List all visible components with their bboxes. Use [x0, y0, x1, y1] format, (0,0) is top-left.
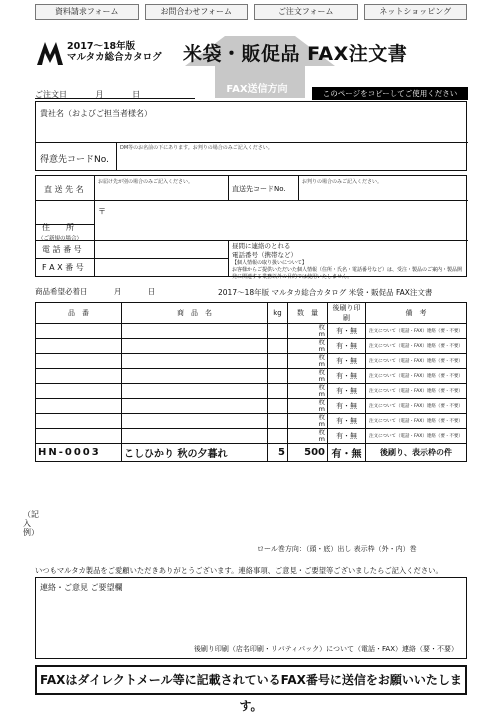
divider: [298, 176, 299, 200]
table-row[interactable]: [36, 429, 467, 444]
cell-qty[interactable]: 枚 m: [288, 369, 328, 384]
fax-direction-label: FAX送信方向: [226, 84, 288, 95]
table-row[interactable]: [36, 384, 467, 399]
divider: [116, 142, 117, 171]
cell-kg[interactable]: [268, 369, 288, 384]
cell-note[interactable]: 注文について（電話・FAX）連絡（要・不要）: [366, 354, 467, 369]
cell-print[interactable]: 有・無: [328, 429, 366, 444]
page-title: 米袋・販促品 FAX注文書: [183, 43, 408, 65]
table-header-row: [36, 303, 467, 324]
cell-qty[interactable]: 枚 m: [288, 354, 328, 369]
cell-product[interactable]: [122, 354, 268, 369]
catalog-name: マルタカ総合カタログ: [67, 52, 162, 63]
privacy-notice: [232, 260, 464, 281]
copy-notice-badge: このページをコピーしてご使用ください: [312, 87, 468, 100]
cell-qty[interactable]: 枚 m: [288, 339, 328, 354]
table-row[interactable]: [36, 399, 467, 414]
cell-print[interactable]: 有・無: [328, 339, 366, 354]
cell-code[interactable]: [36, 429, 122, 444]
table-row[interactable]: [36, 354, 467, 369]
divider: [228, 240, 229, 277]
cell-code[interactable]: [36, 414, 122, 429]
col-note: 備 考: [366, 303, 467, 324]
privacy-text: お客様からご提供いただいた個人情報（住所・氏名・電話番号など）は、受注・製品のご案内・製品開発に関連する業務以外の目的では使用いたしません。: [232, 267, 463, 280]
dest-name-hint: お届け先が別の場合のみご記入ください。: [98, 179, 194, 185]
phone-label: 電 話 番 号: [42, 245, 82, 254]
cell-print[interactable]: 有・無: [328, 324, 366, 339]
cell-print[interactable]: 有・無: [328, 354, 366, 369]
table-row[interactable]: [36, 339, 467, 354]
cell-kg[interactable]: [268, 354, 288, 369]
dest-code-hint: お判りの場合のみご記入ください。: [302, 179, 383, 185]
divider: [36, 142, 468, 143]
cell-product[interactable]: [122, 399, 268, 414]
cell-kg[interactable]: [268, 339, 288, 354]
table-row[interactable]: [36, 324, 467, 339]
shipping-box[interactable]: [35, 175, 467, 280]
roll-direction-note: ロール巻方向：（頭・底）出し 表示枠（外・内）巻: [257, 545, 417, 553]
example-product: こしひかり 秋の夕暮れ: [122, 444, 268, 462]
order-date-label: ご注文日: [35, 90, 67, 99]
col-code: 品 番: [36, 303, 122, 324]
company-box[interactable]: [35, 101, 467, 171]
cell-product[interactable]: [122, 429, 268, 444]
order-sheet-title: 2017〜18年版 マルタカ総合カタログ 米袋・販促品 FAX注文書: [218, 288, 433, 297]
example-qty: 500: [288, 444, 328, 462]
customer-code-hint: DM等のお名前の下にあります。お判りの場合のみご記入ください。: [120, 145, 273, 151]
cell-qty[interactable]: 枚 m: [288, 384, 328, 399]
cell-code[interactable]: [36, 384, 122, 399]
cell-print[interactable]: 有・無: [328, 414, 366, 429]
cell-note[interactable]: 注文について（電話・FAX）連絡（要・不要）: [366, 414, 467, 429]
col-print: 後刷り印刷: [328, 303, 366, 324]
delivery-date-row: [35, 286, 155, 297]
delivery-day: 日: [147, 287, 156, 296]
example-print: 有・無: [328, 444, 366, 462]
address-sublabel: （ご新規の場合）: [38, 236, 83, 242]
marutaka-logo: [35, 38, 65, 68]
catalog-year: 2017〜18年版: [67, 41, 136, 52]
postal-mark: 〒: [98, 207, 106, 216]
cell-product[interactable]: [122, 384, 268, 399]
divider: [36, 258, 228, 259]
order-date-day: 日: [132, 90, 141, 99]
cell-code[interactable]: [36, 324, 122, 339]
catalog-title: [67, 41, 162, 63]
dest-name-label: 直 送 先 名: [44, 185, 84, 194]
contact-box[interactable]: [35, 577, 467, 659]
cell-qty[interactable]: 枚 m: [288, 324, 328, 339]
example-label: （記入例）: [23, 510, 39, 537]
cell-code[interactable]: [36, 369, 122, 384]
cell-code[interactable]: [36, 339, 122, 354]
customer-code-label: 得意先コードNo.: [40, 155, 109, 165]
address-label: 住 所: [42, 223, 74, 232]
divider: [228, 176, 229, 200]
example-code: HN-0003: [36, 444, 122, 462]
privacy-title: 【個人情報の取り扱いについて】: [232, 260, 307, 266]
example-note: 後刷り、表示枠の件: [366, 444, 467, 462]
cell-qty[interactable]: 枚 m: [288, 414, 328, 429]
delivery-month: 月: [113, 287, 122, 296]
order-table: [35, 302, 467, 462]
cell-qty[interactable]: 枚 m: [288, 429, 328, 444]
cell-code[interactable]: [36, 354, 122, 369]
tab-inquiry[interactable]: お問合わせフォーム: [145, 4, 249, 20]
example-row: [36, 444, 467, 462]
divider: [36, 240, 468, 241]
cell-kg[interactable]: [268, 399, 288, 414]
cell-note[interactable]: 注文について（電話・FAX）連絡（要・不要）: [366, 384, 467, 399]
table-row[interactable]: [36, 414, 467, 429]
cell-print[interactable]: 有・無: [328, 384, 366, 399]
dest-code-label: 直送先コードNo.: [232, 185, 286, 193]
company-name-label: 貴社名（およびご担当者様名）: [40, 109, 152, 118]
cell-kg[interactable]: [268, 414, 288, 429]
cell-print[interactable]: 有・無: [328, 369, 366, 384]
cell-product[interactable]: [122, 369, 268, 384]
divider: [94, 176, 95, 277]
tab-order-form[interactable]: ご注文フォーム: [254, 4, 358, 20]
order-date-month: 月: [95, 90, 104, 99]
fax-label: F A X 番 号: [42, 263, 84, 272]
table-row[interactable]: [36, 369, 467, 384]
divider: [35, 98, 195, 99]
cell-kg[interactable]: [268, 324, 288, 339]
back-print-note: 後刷り印刷（店名印刷・リバティパック）について（電話・FAX）連絡（要・不要）: [193, 645, 458, 653]
cell-note[interactable]: 注文について（電話・FAX）連絡（要・不要）: [366, 429, 467, 444]
top-nav: [35, 4, 467, 20]
cell-product[interactable]: [122, 414, 268, 429]
cell-note[interactable]: 注文について（電話・FAX）連絡（要・不要）: [366, 339, 467, 354]
contact-label: 連絡・ご意見 ご要望欄: [40, 583, 123, 592]
cell-note[interactable]: 注文について（電話・FAX）連絡（要・不要）: [366, 369, 467, 384]
divider: [36, 200, 468, 201]
cell-note[interactable]: 注文について（電話・FAX）連絡（要・不要）: [366, 399, 467, 414]
daytime-phone-label: 昼間に連絡のとれる 電話番号（携帯など）: [232, 242, 297, 259]
col-kg: kg: [268, 303, 288, 324]
example-kg: 5: [268, 444, 288, 462]
cell-qty[interactable]: 枚 m: [288, 399, 328, 414]
col-product: 商 品 名: [122, 303, 268, 324]
cell-print[interactable]: 有・無: [328, 399, 366, 414]
delivery-date-label: 商品希望必着日: [35, 287, 88, 296]
fax-notice-banner: FAXはダイレクトメール等に記載されているFAX番号に送信をお願いいたします。: [35, 665, 467, 695]
cell-note[interactable]: 注文について（電話・FAX）連絡（要・不要）: [366, 324, 467, 339]
tab-brochure-request[interactable]: 資料請求フォーム: [35, 4, 139, 20]
cell-product[interactable]: [122, 339, 268, 354]
cell-kg[interactable]: [268, 384, 288, 399]
form-header: [35, 36, 467, 78]
cell-kg[interactable]: [268, 429, 288, 444]
cell-code[interactable]: [36, 399, 122, 414]
thanks-message: いつもマルタカ製品をご愛顧いただきありがとうございます。連絡事項、ご意見・ご要望等ございましたらご記入ください。: [35, 566, 443, 575]
tab-online-shop[interactable]: ネットショッピング: [364, 4, 468, 20]
col-qty: 数 量: [288, 303, 328, 324]
cell-product[interactable]: [122, 324, 268, 339]
